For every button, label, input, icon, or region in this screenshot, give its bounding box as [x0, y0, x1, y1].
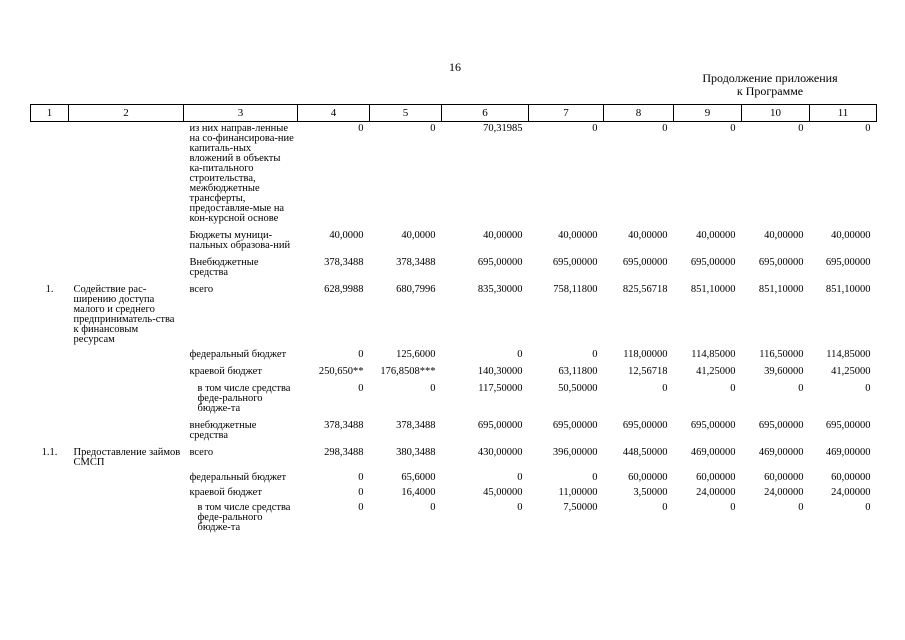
table-row	[31, 254, 877, 281]
table-row	[31, 227, 877, 254]
row-value-col-7: 0	[592, 472, 598, 483]
row-funding-source: всего	[189, 447, 214, 458]
row-value-col-9: 40,00000	[696, 230, 736, 241]
row-value-col-4: 378,3488	[324, 257, 364, 268]
row-value-col-11: 41,25000	[831, 366, 871, 377]
header-col-1: 1	[31, 105, 69, 122]
row-value-col-8: 0	[662, 502, 668, 513]
row-funding-source: федеральный бюджет	[189, 349, 287, 360]
row-value-col-5: 0	[430, 502, 436, 513]
row-value-col-7: 7,50000	[563, 502, 598, 513]
header-col-2: 2	[69, 105, 184, 122]
continuation-note	[690, 72, 850, 98]
row-value-col-6: 0	[517, 472, 523, 483]
row-value-col-6: 835,30000	[477, 284, 523, 295]
row-value-col-5: 16,4000	[401, 487, 436, 498]
row-value-col-4: 0	[358, 349, 364, 360]
row-value-col-10: 39,60000	[764, 366, 804, 377]
row-value-col-9: 695,00000	[690, 257, 736, 268]
row-measure-name	[69, 348, 184, 363]
row-value-col-5: 65,6000	[401, 472, 436, 483]
table-row	[31, 417, 877, 444]
row-value-col-10: 695,00000	[758, 420, 804, 431]
table-row	[31, 380, 877, 417]
row-value-col-10: 0	[798, 383, 804, 394]
row-value-col-5: 125,6000	[396, 349, 436, 360]
row-measure-name: Содействие рас-ширению доступа малого и среднего предприниматель-ства к финансовым ресурсам	[73, 284, 175, 345]
row-value-col-10: 851,10000	[758, 284, 804, 295]
row-value-col-8: 825,56718	[622, 284, 668, 295]
row-value-col-5: 40,0000	[401, 230, 436, 241]
row-code: 1.	[45, 284, 54, 295]
row-value-col-6: 695,00000	[477, 420, 523, 431]
row-value-col-9: 41,25000	[696, 366, 736, 377]
row-code	[31, 363, 69, 380]
row-value-col-5: 176,8508***	[380, 366, 436, 377]
row-funding-source: в том числе средства феде-рального бюдже-та	[197, 383, 291, 414]
row-code	[31, 254, 69, 281]
row-value-col-6: 0	[517, 502, 523, 513]
row-value-col-7: 11,00000	[558, 487, 598, 498]
continuation-line-1: Продолжение приложения	[702, 71, 838, 85]
table-row	[31, 486, 877, 501]
row-value-col-6: 695,00000	[477, 257, 523, 268]
table-row	[31, 471, 877, 486]
row-measure-name	[69, 363, 184, 380]
row-measure-name	[69, 471, 184, 486]
row-value-col-8: 0	[662, 383, 668, 394]
row-value-col-9: 0	[730, 383, 736, 394]
row-code	[31, 227, 69, 254]
header-col-11: 11	[810, 105, 877, 122]
row-funding-source: федеральный бюджет	[189, 472, 287, 483]
row-value-col-6: 140,30000	[477, 366, 523, 377]
row-value-col-7: 0	[592, 123, 598, 134]
row-value-col-9: 695,00000	[690, 420, 736, 431]
row-value-col-8: 695,00000	[622, 420, 668, 431]
row-measure-name	[69, 501, 184, 536]
row-value-col-11: 60,00000	[831, 472, 871, 483]
row-value-col-11: 24,00000	[831, 487, 871, 498]
row-funding-source: Внебюджетные средства	[189, 257, 259, 278]
row-value-col-7: 695,00000	[552, 420, 598, 431]
row-measure-name	[69, 122, 184, 228]
row-value-col-4: 378,3488	[324, 420, 364, 431]
row-value-col-8: 118,00000	[623, 349, 668, 360]
row-value-col-9: 851,10000	[690, 284, 736, 295]
row-value-col-7: 50,50000	[558, 383, 598, 394]
row-measure-name	[69, 417, 184, 444]
row-value-col-11: 469,00000	[825, 447, 871, 458]
row-value-col-9: 0	[730, 123, 736, 134]
table-row	[31, 363, 877, 380]
row-value-col-8: 3,50000	[633, 487, 668, 498]
row-value-col-4: 0	[358, 502, 364, 513]
row-value-col-7: 758,11800	[553, 284, 598, 295]
row-value-col-7: 40,00000	[558, 230, 598, 241]
row-value-col-11: 114,85000	[826, 349, 871, 360]
row-measure-name	[69, 486, 184, 501]
row-funding-source: Бюджеты муници-пальных образова-ний	[189, 230, 291, 251]
row-code	[31, 486, 69, 501]
row-code	[31, 348, 69, 363]
row-code	[31, 501, 69, 536]
row-value-col-10: 60,00000	[764, 472, 804, 483]
row-measure-name	[69, 254, 184, 281]
row-funding-source: краевой бюджет	[189, 366, 262, 377]
row-value-col-10: 469,00000	[758, 447, 804, 458]
table-row	[31, 501, 877, 536]
row-measure-name: Предоставление займов СМСП	[73, 447, 181, 468]
header-col-10: 10	[742, 105, 810, 122]
row-value-col-10: 695,00000	[758, 257, 804, 268]
row-funding-source: всего	[189, 284, 214, 295]
row-value-col-4: 0	[358, 472, 364, 483]
table-row	[31, 444, 877, 471]
row-value-col-5: 380,3488	[396, 447, 436, 458]
row-value-col-4: 0	[358, 123, 364, 134]
header-row	[31, 105, 877, 122]
row-value-col-8: 60,00000	[628, 472, 668, 483]
row-value-col-6: 117,50000	[478, 383, 523, 394]
row-code	[31, 417, 69, 444]
row-value-col-10: 40,00000	[764, 230, 804, 241]
row-value-col-11: 0	[865, 123, 871, 134]
row-value-col-7: 63,11800	[558, 366, 598, 377]
row-value-col-10: 0	[798, 502, 804, 513]
row-code	[31, 380, 69, 417]
header-col-8: 8	[604, 105, 674, 122]
row-value-col-9: 469,00000	[690, 447, 736, 458]
page-number: 16	[449, 60, 461, 74]
row-value-col-4: 40,0000	[329, 230, 364, 241]
row-value-col-7: 0	[592, 349, 598, 360]
row-funding-source: внебюджетные средства	[189, 420, 257, 441]
row-value-col-6: 40,00000	[483, 230, 523, 241]
row-value-col-9: 24,00000	[696, 487, 736, 498]
row-value-col-4: 0	[358, 383, 364, 394]
row-value-col-8: 695,00000	[622, 257, 668, 268]
row-value-col-11: 695,00000	[825, 420, 871, 431]
row-value-col-4: 628,9988	[324, 284, 364, 295]
row-measure-name	[69, 380, 184, 417]
row-value-col-5: 680,7996	[396, 284, 436, 295]
row-value-col-8: 40,00000	[628, 230, 668, 241]
row-value-col-6: 0	[517, 349, 523, 360]
row-measure-name	[69, 227, 184, 254]
row-value-col-8: 12,56718	[628, 366, 668, 377]
row-value-col-5: 378,3488	[396, 257, 436, 268]
row-value-col-11: 0	[865, 502, 871, 513]
header-col-5: 5	[370, 105, 442, 122]
table-row	[31, 281, 877, 348]
row-value-col-11: 851,10000	[825, 284, 871, 295]
continuation-line-2: к Программе	[736, 84, 804, 98]
table-row	[31, 348, 877, 363]
row-funding-source: из них направ-ленные на со-финансирова-ние капиталь-ных вложений в объекты ка-питального строительства, межбюджетные трансферты, предоставляе-мые на кон-курсной основе	[189, 123, 294, 224]
header-col-9: 9	[674, 105, 742, 122]
row-value-col-5: 378,3488	[396, 420, 436, 431]
row-code: 1.1.	[41, 447, 58, 458]
row-value-col-4: 0	[358, 487, 364, 498]
row-value-col-4: 250,650**	[318, 366, 364, 377]
budget-table	[30, 104, 877, 536]
row-value-col-10: 116,50000	[759, 349, 804, 360]
row-value-col-11: 695,00000	[825, 257, 871, 268]
row-value-col-5: 0	[430, 383, 436, 394]
row-value-col-9: 60,00000	[696, 472, 736, 483]
row-value-col-10: 0	[798, 123, 804, 134]
row-value-col-4: 298,3488	[324, 447, 364, 458]
row-value-col-8: 448,50000	[622, 447, 668, 458]
row-value-col-9: 114,85000	[691, 349, 736, 360]
header-col-4: 4	[298, 105, 370, 122]
row-value-col-8: 0	[662, 123, 668, 134]
row-value-col-6: 70,31985	[483, 123, 523, 134]
row-value-col-11: 0	[865, 383, 871, 394]
row-value-col-6: 45,00000	[483, 487, 523, 498]
row-value-col-11: 40,00000	[831, 230, 871, 241]
row-funding-source: в том числе средства феде-рального бюдже-та	[197, 502, 291, 533]
header-col-3: 3	[184, 105, 298, 122]
row-value-col-9: 0	[730, 502, 736, 513]
row-funding-source: краевой бюджет	[189, 487, 262, 498]
row-code	[31, 471, 69, 486]
table-row	[31, 122, 877, 228]
header-col-7: 7	[529, 105, 604, 122]
header-col-6: 6	[442, 105, 529, 122]
row-value-col-5: 0	[430, 123, 436, 134]
row-value-col-7: 695,00000	[552, 257, 598, 268]
row-value-col-7: 396,00000	[552, 447, 598, 458]
table-body	[31, 122, 877, 537]
row-value-col-10: 24,00000	[764, 487, 804, 498]
row-value-col-6: 430,00000	[477, 447, 523, 458]
row-code	[31, 122, 69, 228]
